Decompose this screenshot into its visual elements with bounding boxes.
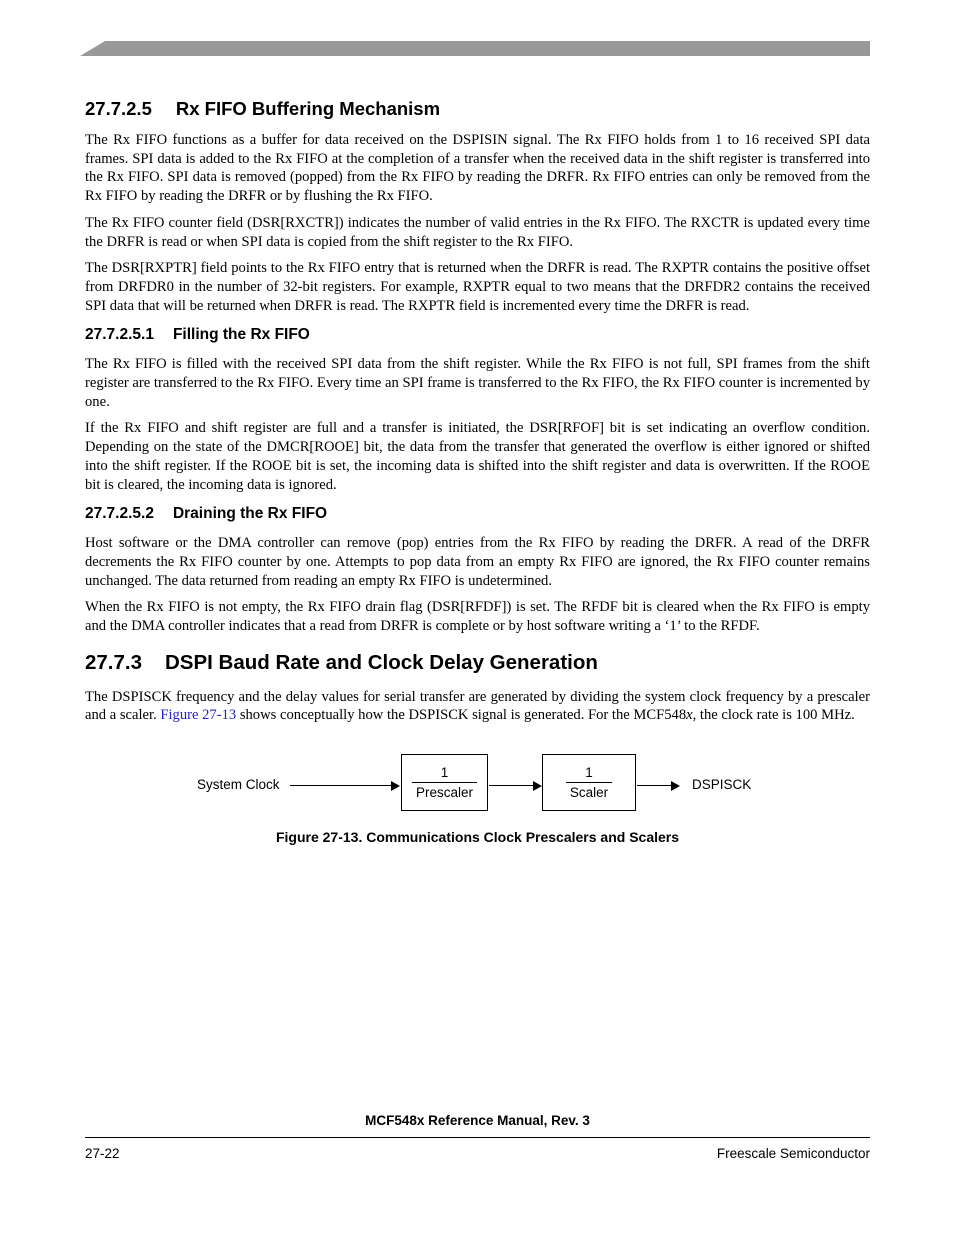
section-number: 27.7.3: [85, 650, 142, 674]
figure-27-13-link[interactable]: Figure 27-13: [160, 707, 237, 724]
paragraph: The Rx FIFO counter field (DSR[RXCTR]) indicates the number of valid entries in the Rx FIFO. The RXCTR is updated every time the DRFR is read or when SPI data is copied from the shift register to the Rx FIFO.: [85, 214, 870, 250]
section-number: 27.7.2.5.1: [85, 326, 154, 344]
fraction-denominator: Prescaler: [415, 785, 474, 801]
arrow-shaft: [489, 785, 535, 786]
section-number: 27.7.2.5: [85, 98, 152, 119]
paragraph-text: shows conceptually how the DSPISCK signal is generated. For the MCF548: [236, 707, 687, 724]
dspisck-label: DSPISCK: [692, 777, 752, 793]
footer-divider: [85, 1137, 870, 1138]
section-title: DSPI Baud Rate and Clock Delay Generation: [165, 650, 598, 674]
section-title: Rx FIFO Buffering Mechanism: [175, 98, 441, 119]
section-heading-rx-fifo-buffering: [85, 98, 870, 120]
paragraph: Host software or the DMA controller can remove (pop) entries from the Rx FIFO by reading the DRFR. A read of the DRFR decrements the Rx FIFO counter by one. Attempts to pop data from an empty Rx FIFO are ignored, the Rx FIFO counter remains unchanged. The data returned from reading an empty Rx FIFO is undetermined.: [85, 535, 870, 589]
paragraph: If the Rx FIFO and shift register are full and a transfer is initiated, the DSR[RFOF] bit is set indicating an overflow condition. Depending on the state of the DMCR[ROOE] bit, the data from the transfer that generated the overflow is either ignored or shifted into the shift register. If the ROOE bit is set, the incoming data is shifted into the shift register and data is overwritten. If the ROOE bit is cleared, the incoming data is ignored.: [85, 420, 870, 493]
footer-row: [85, 1146, 870, 1161]
section-title: Draining the Rx FIFO: [172, 505, 328, 523]
figure-caption: Figure 27-13. Communications Clock Prescalers and Scalers: [275, 829, 680, 846]
arrow-head: [391, 781, 400, 791]
system-clock-label: System Clock: [197, 777, 280, 793]
fraction-denominator: Scaler: [569, 785, 609, 801]
prescaler-block: [401, 754, 488, 811]
part-number-suffix: x: [686, 707, 693, 724]
footer-manual-title: MCF548x Reference Manual, Rev. 3: [365, 1113, 590, 1128]
paragraph: The DSR[RXPTR] field points to the Rx FIFO entry that is returned when the DRFR is read. The RXPTR contains the positive offset from DRFDR0 in the number of 32-bit registers. For example, RXPTR equal to two means that the DRFDR2 contains the received SPI data that will be returned when DRFR is read. The RXPTR field is incremented every time the DRFR is read.: [85, 260, 870, 314]
arrow-right-icon: [637, 781, 680, 791]
arrow-head: [671, 781, 680, 791]
arrow-right-icon: [290, 781, 400, 791]
clock-generation-diagram: [85, 749, 870, 821]
section-heading-baud-rate-clock-delay: [85, 650, 870, 675]
paragraph: When the Rx FIFO is not empty, the Rx FIFO drain flag (DSR[RFDF]) is set. The RFDF bit is cleared when the Rx FIFO is empty and the DMA controller indicates that a read from DRFR is complete or by host software writing a ‘1’ to the RFDF.: [85, 599, 870, 635]
arrow-right-icon: [489, 781, 542, 791]
section-heading-draining-rx-fifo: [85, 504, 870, 523]
section-heading-filling-rx-fifo: [85, 325, 870, 344]
footer-page-number: 27-22: [85, 1146, 120, 1161]
arrow-head: [533, 781, 542, 791]
prescaler-fraction: [412, 765, 477, 800]
paragraph-text: , the clock rate is 100 MHz.: [692, 707, 855, 724]
scaler-block: [542, 754, 636, 811]
paragraph-text: The DSPISCK frequency and the delay values for serial transfer are generated by dividing the system clock frequency by a prescaler and a scaler.: [85, 688, 870, 724]
fraction-numerator: 1: [412, 765, 477, 783]
footer-publisher: Freescale Semiconductor: [716, 1146, 870, 1161]
page-content: [85, 0, 870, 846]
fraction-numerator: 1: [566, 765, 612, 783]
section-number: 27.7.2.5.2: [85, 505, 154, 523]
scaler-fraction: [566, 765, 612, 800]
arrow-shaft: [637, 785, 673, 786]
paragraph: [85, 688, 870, 725]
paragraph: The Rx FIFO functions as a buffer for data received on the DSPISIN signal. The Rx FIFO holds from 1 to 16 received SPI data frames. SPI data is added to the Rx FIFO at the completion of a transfer when the received data in the shift register is transferred into the Rx FIFO. SPI data is removed (popped) from the Rx FIFO by reading the DRFR. Rx FIFO entries can only be removed from the Rx FIFO by reading the DRFR or by flushing the Rx FIFO.: [85, 132, 870, 205]
paragraph: The Rx FIFO is filled with the received SPI data from the shift register. While the Rx FIFO is not full, SPI frames from the shift register are transferred to the Rx FIFO. Every time an SPI frame is transferred to the Rx FIFO, the Rx FIFO counter is incremented by one.: [85, 356, 870, 410]
arrow-shaft: [290, 785, 393, 786]
section-title: Filling the Rx FIFO: [172, 326, 310, 344]
